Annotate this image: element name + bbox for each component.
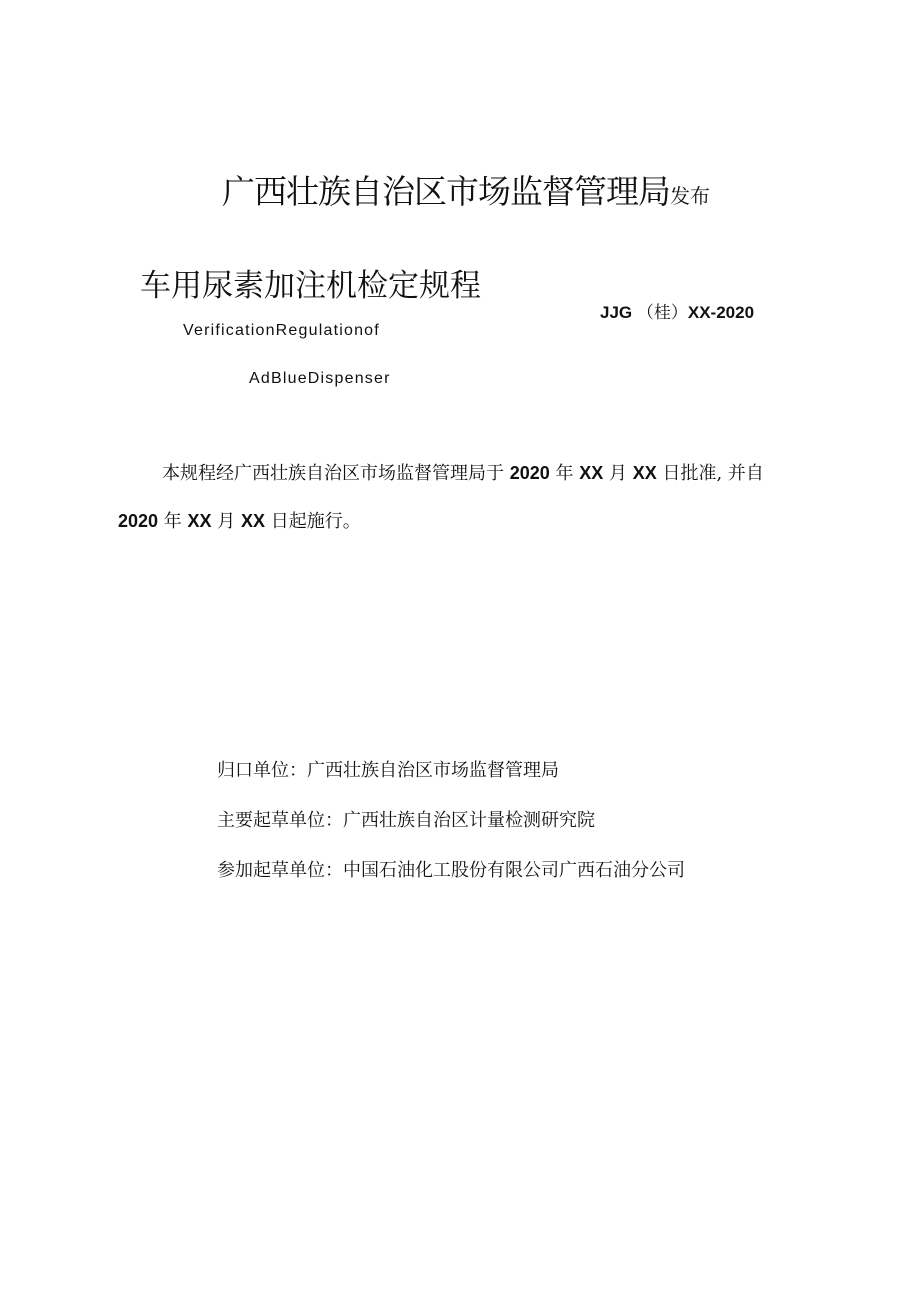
approval-text: 日批准, 并自 [656,463,764,484]
approval-text: 年 [549,463,580,484]
code-prefix: JJG [600,303,633,322]
unit-label: 参加起草单位： [217,860,343,881]
responsible-unit [217,756,559,782]
document-code [600,298,754,323]
approval-year: 2020 [509,463,550,483]
issuer-suffix: 发布 [670,184,710,208]
participating-drafting-unit [217,856,685,882]
unit-value: 中国石油化工股份有限公司广西石油分公司 [343,860,685,881]
approval-day: XX [632,463,657,483]
effective-text: 日起施行。 [264,511,361,532]
approval-text: 本规程经广西壮族自治区市场监督管理局于 [162,463,510,484]
code-region: （桂） [636,303,688,323]
approval-month: XX [579,463,604,483]
approval-line-1 [162,459,764,485]
regulation-title-en-line1: VerificationRegulationof [183,322,380,339]
approval-line-2 [118,507,361,533]
effective-text: 年 [158,511,188,532]
issuer-heading [222,166,710,213]
effective-year: 2020 [118,511,159,531]
unit-value: 广西壮族自治区市场监督管理局 [307,760,559,781]
effective-day: XX [240,511,265,531]
unit-value: 广西壮族自治区计量检测研究院 [343,810,595,831]
unit-label: 主要起草单位： [217,810,343,831]
main-drafting-unit [217,806,595,832]
effective-text: 月 [211,511,241,532]
code-number: XX-2020 [687,303,755,322]
effective-month: XX [187,511,212,531]
issuer-name: 广西壮族自治区市场监督管理局 [222,172,670,211]
regulation-title-en-line2: AdBlueDispenser [249,370,391,387]
regulation-title-cn: 车用尿素加注机检定规程 [140,268,481,304]
approval-text: 月 [603,463,633,484]
unit-label: 归口单位： [217,760,307,781]
